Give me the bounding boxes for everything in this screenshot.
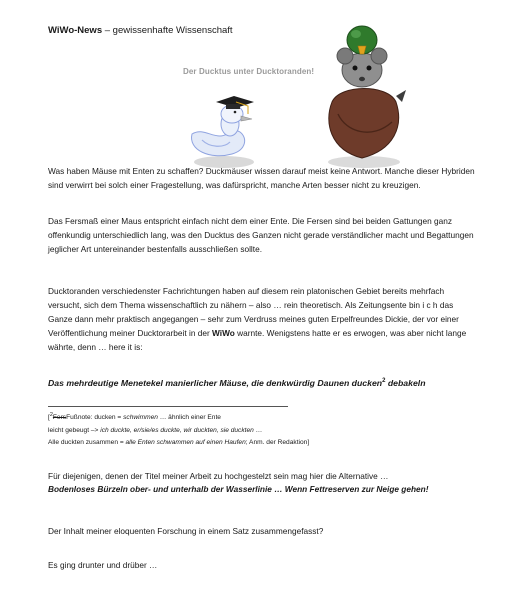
footnote-italic: schwimmen <box>123 414 158 422</box>
footnote-bracket: [ <box>48 414 50 422</box>
paragraph-2: Das Fersmaß einer Maus entspricht einfach nicht dem einer Ente. Die Fersen sind bei beiden Gattungen ganz offenkundig unterschiedlich lang, was den Ducktus des Ganzen nicht gerade verständlicher macht und Begattungen jeglicher Art untereinander bestenfalls ausschließen sollte. <box>48 216 474 254</box>
mouse-eye-right <box>367 66 372 71</box>
footnote-line-3 <box>48 437 478 450</box>
mouse-nose <box>359 77 365 81</box>
mouse-duck-hybrid-illustration <box>312 22 412 170</box>
alternative-title: Bodenloses Bürzeln ober- und unterhalb der Wasserlinie … Wenn Fettreserven zur Neige gehen! <box>48 484 429 494</box>
mallard-cap-highlight <box>351 30 361 38</box>
mouse-ear-right <box>371 48 387 64</box>
duck-eye <box>234 111 237 114</box>
image-caption: Der Ducktus unter Ducktoranden! <box>183 67 315 76</box>
graduate-duck-illustration <box>180 92 260 172</box>
footnote-divider <box>48 406 288 407</box>
work-title-text: Das mehrdeutige Menetekel manierlicher Mäuse, die denkwürdig Daunen ducken <box>48 378 383 388</box>
duck-body <box>192 131 245 156</box>
summary-question: Der Inhalt meiner eloquenten Forschung in einem Satz zusammengefasst? <box>48 526 324 536</box>
footnote-line-2 <box>48 425 478 438</box>
work-title-text-end: debakeln <box>385 378 426 388</box>
duck-beak <box>241 116 252 121</box>
mouse-ear-left <box>337 48 353 64</box>
footnote-italic: alle Enten schwammen auf einen Haufen <box>125 439 246 447</box>
footnote <box>48 409 478 450</box>
header-line <box>48 25 233 36</box>
closing-line: Es ging drunter und drüber … <box>48 560 158 570</box>
footnote-italic: ich duckte, er/sie/es duckte, wir duckten, sie duckten <box>100 426 254 434</box>
footnote-text: Fußnote: ducken = <box>66 414 124 422</box>
paragraph-3-text-end: warnte. Wenigstens hatte er es erwogen, was aber nicht lange währte, denn … here it is: <box>48 328 467 352</box>
paragraph-3-bold: WiWo <box>212 328 235 338</box>
paragraph-1: Was haben Mäuse mit Enten zu schaffen? Duckmäuser wissen darauf meist keine Antwort. Manche dieser Hybriden sind verwirrt bei solch einer Fragestellung, was dafürspricht, manche Arten besser nicht zu kreuzigen. <box>48 166 475 190</box>
hybrid-body <box>329 89 399 159</box>
mortarboard-cap <box>226 104 240 109</box>
paragraph-3-text: Ducktoranden verschiedenster Fachrichtungen haben auf diesem rein platonischen Gebiet bereits mehrfach versucht, sich dem Thema wissenschaftlich zu nähern – also … rein theoretisch. Als Zeitungsente bin i c h das Ganze dann mehr praktisch angegangen – sehr zum Verdruss meines guten Erpelfreundes Dickie, der vor einer Veröffentlichung meiner Ducktorarbeit in der <box>48 286 459 338</box>
footnote-text: leicht gebeugt –> <box>48 426 101 434</box>
work-title <box>48 378 426 388</box>
footnote-struck-word: Fers <box>52 414 67 422</box>
brand-name: WiWo-News <box>48 25 103 36</box>
paragraph-3 <box>48 284 478 354</box>
footnote-number: 2 <box>49 412 53 418</box>
mouse-eye-left <box>353 66 358 71</box>
tagline: – gewissenhafte Wissenschaft <box>102 25 233 36</box>
footnote-line-1 <box>48 409 478 425</box>
footnote-text: ; Anm. der Redaktion] <box>245 439 310 447</box>
hybrid-tail <box>396 90 406 102</box>
footnote-text: … <box>253 426 263 434</box>
footnote-marker: 2 <box>382 378 386 385</box>
footnote-text: … ähnlich einer Ente <box>157 414 221 422</box>
footnote-text: Alle duckten zusammen = <box>48 439 126 447</box>
alternative-intro: Für diejenigen, denen der Titel meiner Arbeit zu hochgestelzt sein mag hier die Alternative … <box>48 471 389 481</box>
